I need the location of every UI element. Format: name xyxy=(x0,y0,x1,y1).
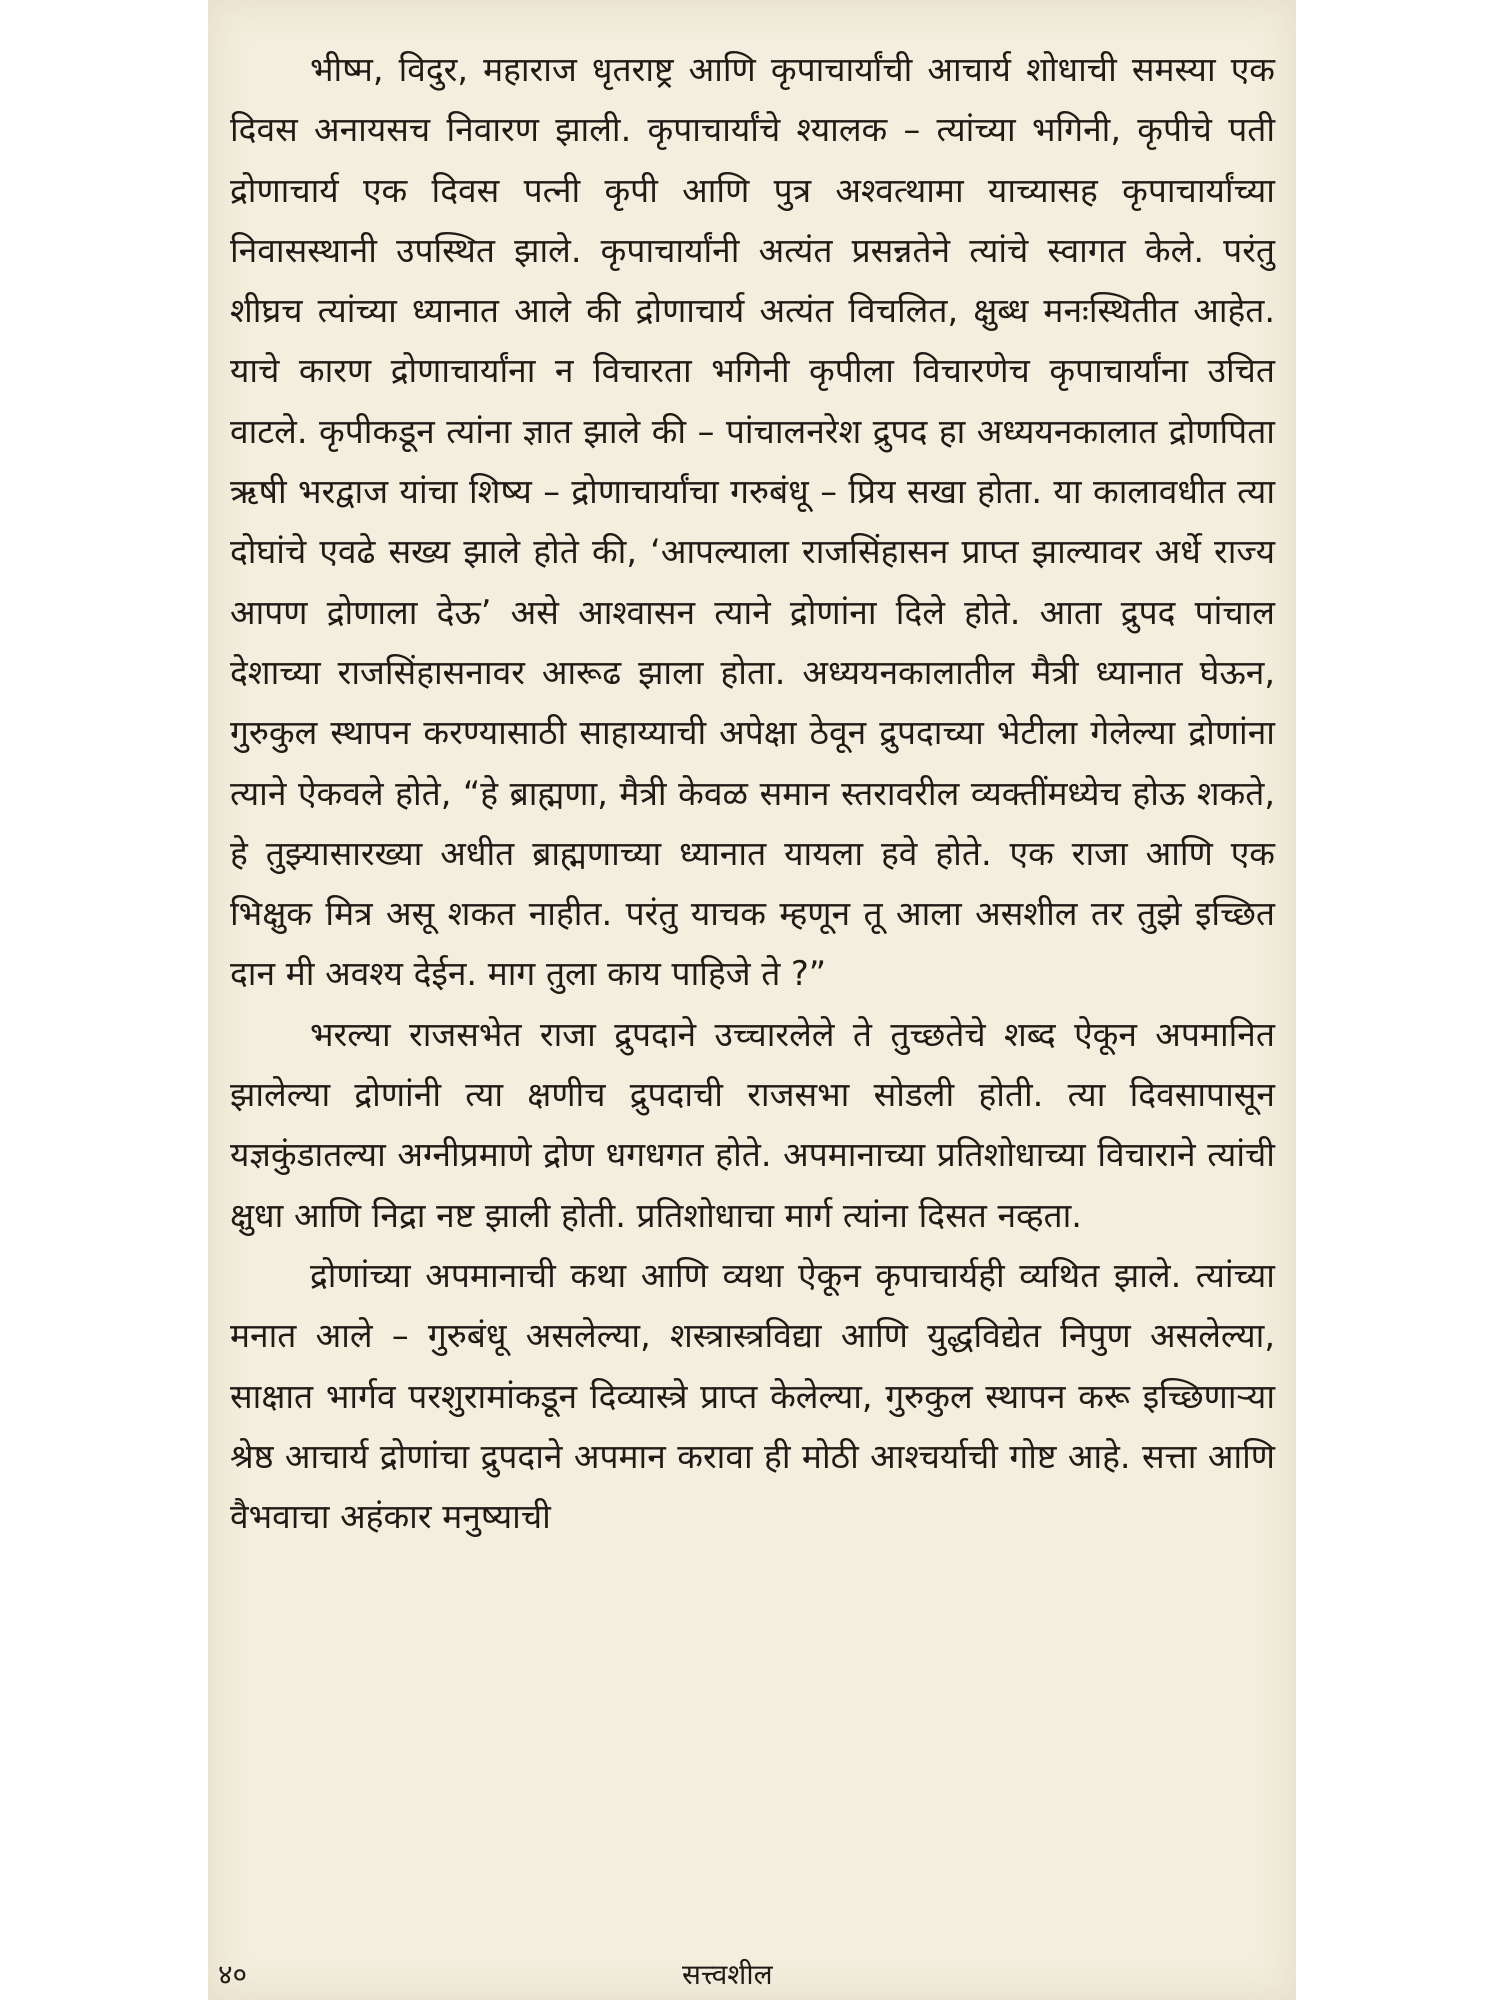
paragraph-2: भरल्या राजसभेत राजा द्रुपदाने उच्चारलेले ते तुच्छतेचे शब्द ऐकून अपमानित झालेल्या द्रोणांनी त्या क्षणीच द्रुपदाची राजसभा सोडली होती. त्या दिवसापासून यज्ञकुंडातल्या अग्नीप्रमाणे द्रोण धगधगत होते. अपमानाच्या प्रतिशोधाच्या विचाराने त्यांची क्षुधा आणि निद्रा नष्ट झाली होती. प्रतिशोधाचा मार्ग त्यांना दिसत नव्हता. xyxy=(230,1014,1275,1235)
book-page xyxy=(208,0,1296,2000)
paragraph-1: भीष्म, विदुर, महाराज धृतराष्ट्र आणि कृपाचार्यांची आचार्य शोधाची समस्या एक दिवस अनायसच निवारण झाली. कृपाचार्यांचे श्यालक – त्यांच्या भगिनी, कृपीचे पती द्रोणाचार्य एक दिवस पत्नी कृपी आणि पुत्र अश्वत्थामा याच्यासह कृपाचार्यांच्या निवासस्थानी उपस्थित झाले. कृपाचार्यांनी अत्यंत प्रसन्नतेने त्यांचे स्वागत केले. परंतु शीघ्रच त्यांच्या ध्यानात आले की द्रोणाचार्य अत्यंत विचलित, क्षुब्ध मनःस्थितीत आहेत. याचे कारण द्रोणाचार्यांना न विचारता भगिनी कृपीला विचारणेच कृपाचार्यांना उचित वाटले. कृपीकडून त्यांना ज्ञात झाले की – पांचालनरेश द्रुपद हा अध्ययनकालात द्रोणपिता ऋषी भरद्वाज यांचा शिष्य – द्रोणाचार्यांचा गरुबंधू – प्रिय सखा होता. या कालावधीत त्या दोघांचे एवढे सख्य झाले होते की, ‘आपल्याला राजसिंहासन प्राप्त झाल्यावर अर्धे राज्य आपण द्रोणाला देऊ’ असे आश्वासन त्याने द्रोणांना दिले होते. आता द्रुपद पांचाल देशाच्या राजसिंहासनावर आरूढ झाला होता. अध्ययनकालातील मैत्री ध्यानात घेऊन, गुरुकुल स्थापन करण्यासाठी साहाय्याची अपेक्षा ठेवून द्रुपदाच्या भेटीला गेलेल्या द्रोणांना त्याने ऐकवले होते, “हे ब्राह्मणा, मैत्री केवळ समान स्तरावरील व्यक्तींमध्येच होऊ शकते, हे तुझ्यासारख्या अधीत ब्राह्मणाच्या ध्यानात यायला हवे होते. एक राजा आणि एक भिक्षुक मित्र असू शकत नाहीत. परंतु याचक म्हणून तू आला असशील तर तुझे इच्छित दान मी अवश्य देईन. माग तुला काय पाहिजे ते ?” xyxy=(230,50,1275,994)
page-footer xyxy=(208,1955,1296,1995)
running-title: सत्त्वशील xyxy=(682,1958,773,1991)
paragraph-3: द्रोणांच्या अपमानाची कथा आणि व्यथा ऐकून कृपाचार्यही व्यथित झाले. त्यांच्या मनात आले – गुरुबंधू असलेल्या, शस्त्रास्त्रविद्या आणि युद्धविद्येत निपुण असलेल्या, साक्षात भार्गव परशुरामांकडून दिव्यास्त्रे प्राप्त केलेल्या, गुरुकुल स्थापन करू इच्छिणाऱ्या श्रेष्ठ आचार्य द्रोणांचा द्रुपदाने अपमान करावा ही मोठी आश्चर्याची गोष्ट आहे. सत्ता आणि वैभवाचा अहंकार मनुष्याची xyxy=(230,1255,1275,1537)
page-number: ४० xyxy=(218,1958,248,1991)
body-text xyxy=(230,40,1275,1547)
